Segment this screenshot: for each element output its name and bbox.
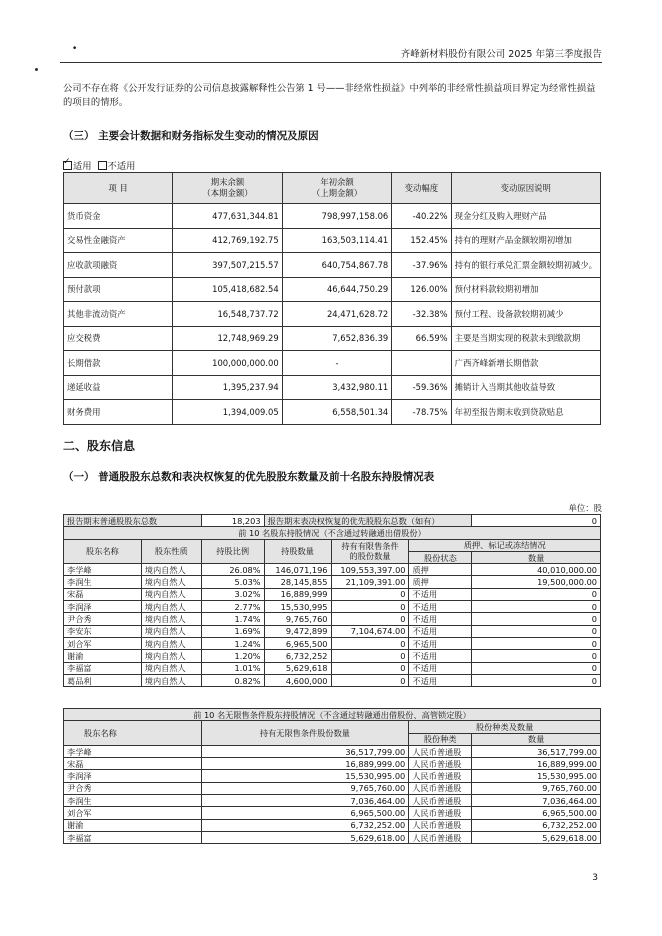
cell-restricted: 21,109,391.00 [331, 576, 409, 588]
table-row [64, 795, 601, 807]
table-row [64, 601, 601, 613]
cell-u-type: 人民币普通股 [409, 807, 472, 819]
unrestricted-title-row [64, 709, 601, 721]
cell-ratio: 1.01% [201, 662, 264, 674]
shareholder-section-title: 二、股东信息 [63, 439, 136, 453]
cell-change: 126.00% [392, 277, 451, 302]
cell-qty: 6,965,500 [264, 637, 331, 649]
cell-item: 其他非流动资产 [64, 302, 173, 327]
table-row [64, 400, 601, 425]
cell-qty: 146,071,196 [264, 564, 331, 576]
table-row [64, 758, 601, 770]
cell-begin-balance: 3,432,980.11 [282, 375, 392, 400]
cell-reason: 广西齐峰新增长期借款 [451, 351, 600, 376]
col-header-holder-name: 股东名称 [64, 539, 142, 564]
header-mark: • [72, 44, 78, 54]
cell-end-balance: 16,548,737.72 [173, 302, 283, 327]
table-row [64, 782, 601, 794]
cell-change: 152.45% [392, 228, 451, 253]
cell-end-balance: 412,769,192.75 [173, 228, 283, 253]
cell-end-balance: 1,395,237.94 [173, 375, 283, 400]
cell-holder-name: 宋磊 [64, 588, 142, 600]
cell-ratio: 1.24% [201, 637, 264, 649]
table-row [64, 770, 601, 782]
intro-paragraph: 公司不存在将《公开发行证券的公司信息披露解释性公告第 1 号——非经常性损益》中列举的非经常性损益项目界定为经常性损益的项目的情形。 [63, 83, 596, 108]
cell-u-name: 宋磊 [64, 758, 202, 770]
cell-reason: 摊销计入当期其他收益导致 [451, 375, 600, 400]
cell-holder-nature: 境内自然人 [141, 637, 201, 649]
cell-u-amount: 36,517,799.00 [472, 745, 601, 757]
col-header-u-type-group: 股份种类及数量 [409, 721, 601, 733]
cell-pledge-qty: 40,010,000.00 [472, 564, 601, 576]
cell-begin-balance: 6,558,501.34 [282, 400, 392, 425]
report-header-title: 齐峰新材料股份有限公司 2025 年第三季度报告 [400, 49, 602, 60]
cell-restricted: 0 [331, 650, 409, 662]
cell-begin-balance: 46,644,750.29 [282, 277, 392, 302]
top10-shareholders-table [63, 514, 601, 687]
cell-holder-nature: 境内自然人 [141, 674, 201, 686]
col-header-pledge: 质押、标记或冻结情况 [409, 539, 601, 551]
col-header-holder-nature: 股东性质 [141, 539, 201, 564]
cell-u-name: 李润生 [64, 795, 202, 807]
cell-ratio: 1.74% [201, 613, 264, 625]
cell-holder-name: 李润生 [64, 576, 142, 588]
cell-reason: 持有的银行承兑汇票金额较期初减少。 [451, 253, 600, 278]
cell-change: -37.96% [392, 253, 451, 278]
financial-changes-table [63, 172, 601, 425]
cell-holder-name: 葛品利 [64, 674, 142, 686]
cell-u-name: 尹合秀 [64, 782, 202, 794]
cell-qty: 6,732,252 [264, 650, 331, 662]
cell-ratio: 5.03% [201, 576, 264, 588]
cell-change: -78.75% [392, 400, 451, 425]
col-header-u-name: 股东名称 [64, 721, 202, 746]
applicable-checkbox [63, 161, 72, 170]
applicable-label: 适用 [73, 161, 92, 172]
table-row [64, 588, 601, 600]
cell-change: 66.59% [392, 326, 451, 351]
cell-qty: 4,600,000 [264, 674, 331, 686]
total-holders-value: 18,203 [201, 515, 264, 527]
col-header-reason: 变动原因说明 [451, 173, 600, 204]
cell-item: 预付款项 [64, 277, 173, 302]
cell-end-balance: 1,394,009.05 [173, 400, 283, 425]
not-applicable-label: 不适用 [107, 161, 136, 172]
cell-u-qty: 36,517,799.00 [201, 745, 409, 757]
preferred-holders-value: 0 [472, 515, 601, 527]
cell-reason: 现金分红及购入理财产品 [451, 204, 600, 229]
cell-change: -32.38% [392, 302, 451, 327]
cell-u-type: 人民币普通股 [409, 782, 472, 794]
col-header-pledge-qty: 数量 [472, 551, 601, 563]
section-3-title: （三） 主要会计数据和财务指标发生变动的情况及原因 [63, 130, 319, 142]
table-row [64, 674, 601, 686]
cell-qty: 16,889,999 [264, 588, 331, 600]
col-header-end-balance: 期末余额 （本期金额） [173, 173, 283, 204]
cell-item: 应收款项融资 [64, 253, 173, 278]
cell-ratio: 3.02% [201, 588, 264, 600]
cell-begin-balance: 24,471,628.72 [282, 302, 392, 327]
cell-end-balance: 105,418,682.54 [173, 277, 283, 302]
cell-pledge-status: 不适用 [409, 650, 472, 662]
total-holders-label: 报告期末普通股股东总数 [64, 515, 202, 527]
cell-u-type: 人民币普通股 [409, 758, 472, 770]
preferred-holders-label: 报告期末表决权恢复的优先股股东总数（如有） [264, 515, 472, 527]
cell-holder-nature: 境内自然人 [141, 650, 201, 662]
cell-u-qty: 15,530,995.00 [201, 770, 409, 782]
cell-ratio: 1.69% [201, 625, 264, 637]
cell-end-balance: 12,748,969.29 [173, 326, 283, 351]
col-header-begin-balance: 年初余额 （上期金额） [282, 173, 392, 204]
cell-u-name: 谢渝 [64, 819, 202, 831]
cell-ratio: 2.77% [201, 601, 264, 613]
cell-reason: 预付工程、设备款较期初减少 [451, 302, 600, 327]
cell-item: 交易性金融资产 [64, 228, 173, 253]
cell-u-amount: 7,036,464.00 [472, 795, 601, 807]
page-number: 3 [592, 873, 598, 883]
cell-begin-balance: 640,754,867.78 [282, 253, 392, 278]
table-row [64, 662, 601, 674]
cell-qty: 5,629,618 [264, 662, 331, 674]
unrestricted-title: 前 10 名无限售条件股东持股情况（不含通过转融通出借股份、高管锁定股） [64, 709, 601, 721]
cell-u-type: 人民币普通股 [409, 770, 472, 782]
cell-u-qty: 6,965,500.00 [201, 807, 409, 819]
cell-pledge-status: 不适用 [409, 662, 472, 674]
cell-item: 应交税费 [64, 326, 173, 351]
cell-pledge-status: 不适用 [409, 601, 472, 613]
cell-pledge-status: 不适用 [409, 674, 472, 686]
cell-u-amount: 9,765,760.00 [472, 782, 601, 794]
margin-dot [35, 68, 38, 71]
table-row [64, 819, 601, 831]
table-row [64, 375, 601, 400]
cell-qty: 28,145,855 [264, 576, 331, 588]
top10-header-row-1 [64, 539, 601, 551]
unit-label: 单位：股 [568, 503, 602, 513]
cell-holder-name: 李福富 [64, 662, 142, 674]
cell-end-balance: 477,631,344.81 [173, 204, 283, 229]
cell-u-qty: 7,036,464.00 [201, 795, 409, 807]
cell-end-balance: 100,000,000.00 [173, 351, 283, 376]
not-applicable-checkbox [98, 161, 107, 170]
cell-u-qty: 16,889,999.00 [201, 758, 409, 770]
totals-row [64, 515, 601, 527]
col-header-item: 项 目 [64, 173, 173, 204]
cell-u-amount: 15,530,995.00 [472, 770, 601, 782]
top10-title-row [64, 527, 601, 539]
cell-qty: 15,530,995 [264, 601, 331, 613]
cell-change: -59.36% [392, 375, 451, 400]
cell-change [392, 351, 451, 376]
table-row [64, 807, 601, 819]
table-row [64, 253, 601, 278]
cell-holder-nature: 境内自然人 [141, 625, 201, 637]
cell-restricted: 0 [331, 588, 409, 600]
table-row [64, 831, 601, 843]
cell-u-amount: 16,889,999.00 [472, 758, 601, 770]
cell-item: 递延收益 [64, 375, 173, 400]
table-row [64, 613, 601, 625]
col-header-pledge-status: 股份状态 [409, 551, 472, 563]
cell-holder-nature: 境内自然人 [141, 564, 201, 576]
cell-restricted: 109,553,397.00 [331, 564, 409, 576]
col-header-change: 变动幅度 [392, 173, 451, 204]
table-header-row [64, 173, 601, 204]
table-row [64, 326, 601, 351]
cell-holder-name: 谢渝 [64, 650, 142, 662]
cell-qty: 9,472,899 [264, 625, 331, 637]
cell-pledge-status: 不适用 [409, 625, 472, 637]
header-rule [60, 62, 602, 63]
cell-holder-nature: 境内自然人 [141, 613, 201, 625]
cell-pledge-qty: 0 [472, 601, 601, 613]
cell-pledge-status: 质押 [409, 576, 472, 588]
col-header-holding-qty: 持股数量 [264, 539, 331, 564]
table-row [64, 302, 601, 327]
cell-pledge-qty: 0 [472, 625, 601, 637]
cell-ratio: 26.08% [201, 564, 264, 576]
cell-pledge-qty: 19,500,000.00 [472, 576, 601, 588]
cell-qty: 9,765,760 [264, 613, 331, 625]
cell-u-amount: 6,732,252.00 [472, 819, 601, 831]
cell-pledge-qty: 0 [472, 613, 601, 625]
cell-holder-name: 李润泽 [64, 601, 142, 613]
cell-u-type: 人民币普通股 [409, 831, 472, 843]
table-row [64, 650, 601, 662]
cell-pledge-status: 质押 [409, 564, 472, 576]
cell-restricted: 0 [331, 637, 409, 649]
cell-reason: 持有的理财产品金额较期初增加 [451, 228, 600, 253]
cell-u-name: 李学峰 [64, 745, 202, 757]
cell-u-qty: 5,629,618.00 [201, 831, 409, 843]
cell-u-type: 人民币普通股 [409, 819, 472, 831]
col-header-u-qty: 持有无限售条件股份数量 [201, 721, 409, 746]
table-row [64, 228, 601, 253]
cell-u-amount: 5,629,618.00 [472, 831, 601, 843]
table-row [64, 745, 601, 757]
cell-ratio: 1.20% [201, 650, 264, 662]
shareholder-subsection-title: （一） 普通股股东总数和表决权恢复的优先股股东数量及前十名股东持股情况表 [63, 471, 435, 483]
cell-holder-name: 尹合秀 [64, 613, 142, 625]
table-row [64, 576, 601, 588]
cell-restricted: 7,104,674.00 [331, 625, 409, 637]
cell-change: -40.22% [392, 204, 451, 229]
table-row [64, 277, 601, 302]
cell-pledge-qty: 0 [472, 637, 601, 649]
cell-holder-name: 刘合军 [64, 637, 142, 649]
unrestricted-shareholders-table [63, 708, 601, 844]
cell-begin-balance: 7,652,836.39 [282, 326, 392, 351]
col-header-u-type: 股份种类 [409, 733, 472, 745]
cell-restricted: 0 [331, 601, 409, 613]
cell-ratio: 0.82% [201, 674, 264, 686]
cell-reason: 年初至报告期末收到贷款贴息 [451, 400, 600, 425]
cell-pledge-qty: 0 [472, 674, 601, 686]
cell-pledge-qty: 0 [472, 650, 601, 662]
cell-holder-nature: 境内自然人 [141, 576, 201, 588]
cell-u-qty: 6,732,252.00 [201, 819, 409, 831]
cell-pledge-qty: 0 [472, 588, 601, 600]
cell-end-balance: 397,507,215.57 [173, 253, 283, 278]
table-row [64, 625, 601, 637]
cell-u-qty: 9,765,760.00 [201, 782, 409, 794]
top10-title: 前 10 名股东持股情况（不含通过转融通出借股份） [64, 527, 601, 539]
table-row [64, 564, 601, 576]
cell-restricted: 0 [331, 674, 409, 686]
cell-holder-name: 李安东 [64, 625, 142, 637]
cell-pledge-status: 不适用 [409, 613, 472, 625]
unrestricted-header-row-1 [64, 721, 601, 733]
table-row [64, 351, 601, 376]
cell-begin-balance: 798,997,158.06 [282, 204, 392, 229]
col-header-u-amount: 数量 [472, 733, 601, 745]
table-row [64, 204, 601, 229]
cell-pledge-qty: 0 [472, 662, 601, 674]
cell-u-name: 李福富 [64, 831, 202, 843]
cell-item: 货币资金 [64, 204, 173, 229]
cell-item: 财务费用 [64, 400, 173, 425]
cell-u-amount: 6,965,500.00 [472, 807, 601, 819]
cell-begin-balance: - [282, 351, 392, 376]
cell-pledge-status: 不适用 [409, 637, 472, 649]
cell-holder-nature: 境内自然人 [141, 662, 201, 674]
cell-reason: 预付材料款较期初增加 [451, 277, 600, 302]
cell-reason: 主要是当期实现的税款未到缴款期 [451, 326, 600, 351]
cell-pledge-status: 不适用 [409, 588, 472, 600]
applicability-row [63, 158, 135, 172]
col-header-restricted: 持有有限售条件 的股份数量 [331, 539, 409, 564]
cell-u-type: 人民币普通股 [409, 795, 472, 807]
cell-restricted: 0 [331, 662, 409, 674]
cell-u-name: 刘合军 [64, 807, 202, 819]
cell-u-type: 人民币普通股 [409, 745, 472, 757]
cell-u-name: 李润泽 [64, 770, 202, 782]
col-header-holding-ratio: 持股比例 [201, 539, 264, 564]
cell-holder-name: 李学峰 [64, 564, 142, 576]
table-row [64, 637, 601, 649]
cell-begin-balance: 163,503,114.41 [282, 228, 392, 253]
cell-holder-nature: 境内自然人 [141, 601, 201, 613]
cell-restricted: 0 [331, 613, 409, 625]
cell-holder-nature: 境内自然人 [141, 588, 201, 600]
cell-item: 长期借款 [64, 351, 173, 376]
